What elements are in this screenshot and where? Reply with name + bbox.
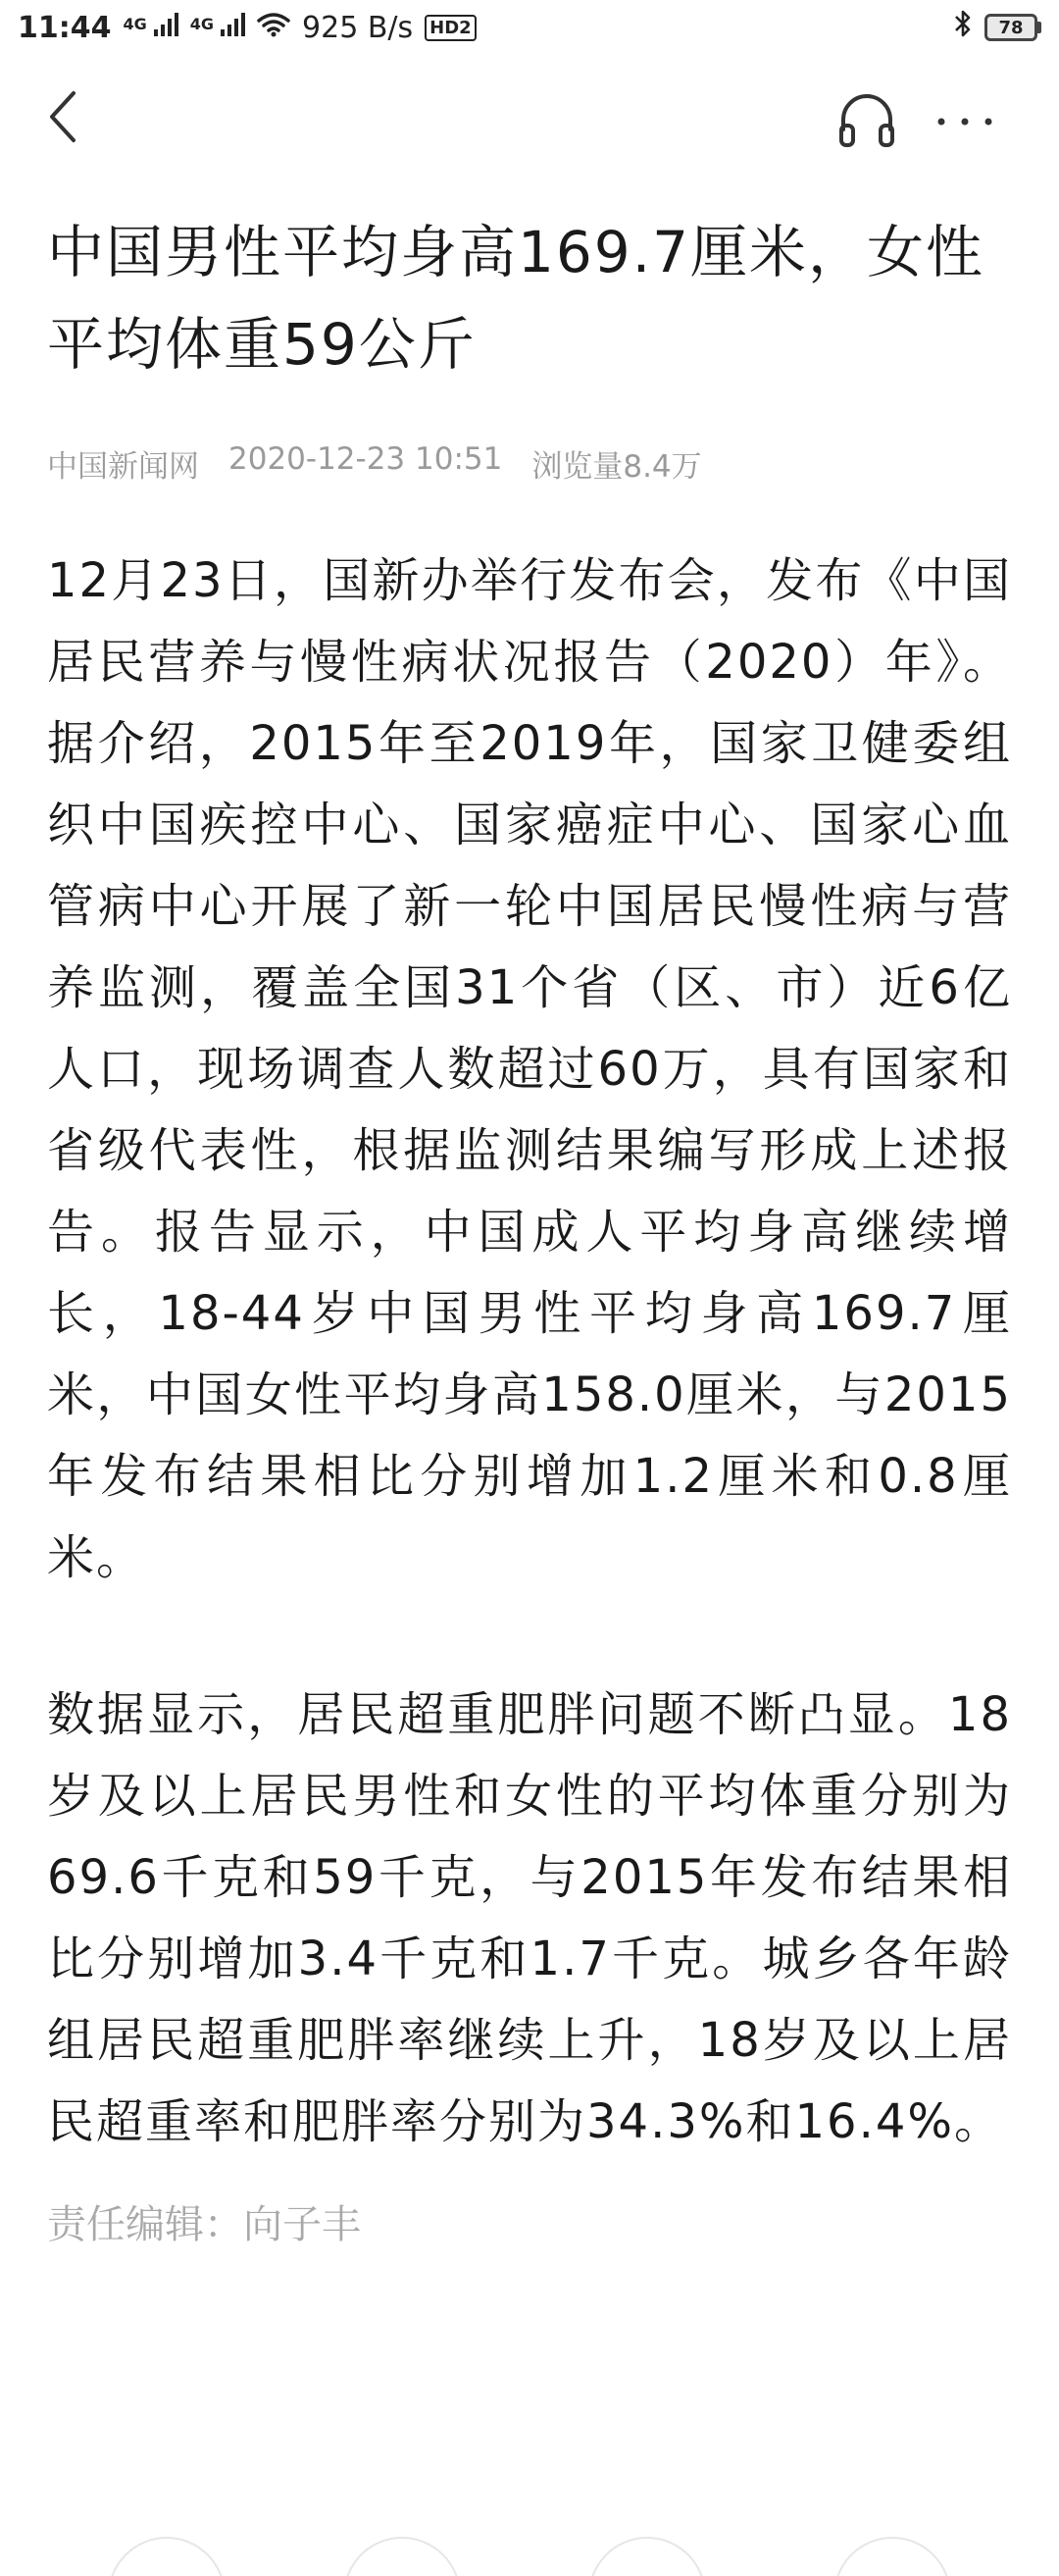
- article-meta: [47, 441, 1012, 486]
- signal-icon: [153, 11, 178, 45]
- article-paragraph: 12月23日，国新办举行发布会，发布《中国居民营养与慢性病状况报告（2020）年》。据介绍，2015年至2019年，国家卫健委组织中国疾控中心、国家癌症中心、国家心血管病中心开展了新一轮中国居民慢性病与营养监测，覆盖全国31个省（区、市）近6亿人口，现场调查人数超过60万，具有国家和省级代表性，根据监测结果编写形成上述报告。报告显示，中国成人平均身高继续增长，18-44岁中国男性平均身高169.7厘米，中国女性平均身高158.0厘米，与2015年发布结果相比分别增加1.2厘米和0.8厘米。: [47, 553, 1012, 1585]
- article-source[interactable]: 中国新闻网: [47, 449, 199, 485]
- bottom-action-button[interactable]: [343, 2537, 461, 2576]
- wifi-icon: [257, 11, 290, 45]
- status-time: 11:44: [18, 10, 112, 45]
- article-title: 中国男性平均身高169.7厘米，女性平均体重59公斤: [47, 219, 985, 378]
- network-type-tag: 4G: [123, 14, 147, 33]
- more-dots-icon: [935, 113, 994, 131]
- article-editor: 责任编辑：向子丰: [47, 2202, 361, 2247]
- status-left: [18, 11, 477, 45]
- status-bar: [0, 0, 1059, 55]
- more-button[interactable]: [926, 86, 1004, 157]
- back-button[interactable]: [29, 84, 98, 153]
- bottom-action-button[interactable]: [833, 2537, 951, 2576]
- bottom-action-button[interactable]: [108, 2537, 226, 2576]
- chevron-left-icon: [44, 87, 83, 150]
- article-body: [47, 541, 1012, 2163]
- network-type-tag: 4G: [189, 14, 215, 33]
- bluetooth-icon: [953, 9, 973, 46]
- network-speed: 925 B/s: [302, 10, 414, 45]
- battery-level: 78: [984, 14, 1037, 41]
- listen-button[interactable]: [832, 86, 902, 157]
- battery-tip: [1037, 22, 1041, 33]
- article: [47, 206, 1012, 2259]
- article-datetime: 2020-12-23 10:51: [228, 441, 503, 477]
- status-right: [953, 9, 1041, 46]
- headphones-icon: [835, 90, 898, 153]
- bottom-action-button[interactable]: [588, 2537, 706, 2576]
- article-paragraph: 数据显示，居民超重肥胖问题不断凸显。18岁及以上居民男性和女性的平均体重分别为69.6千克和59千克，与2015年发布结果相比分别增加3.4千克和1.7千克。城乡各年龄组居民超重肥胖率继续上升，18岁及以上居民超重率和肥胖率分别为34.3%和16.4%。: [47, 1687, 1012, 2149]
- hd-badge: HD2: [425, 15, 477, 41]
- top-nav: [0, 55, 1059, 182]
- battery-icon: [984, 14, 1041, 41]
- article-views: 浏览量8.4万: [531, 449, 702, 485]
- signal-icon: [220, 11, 245, 45]
- bottom-action-bar: [0, 2537, 1059, 2576]
